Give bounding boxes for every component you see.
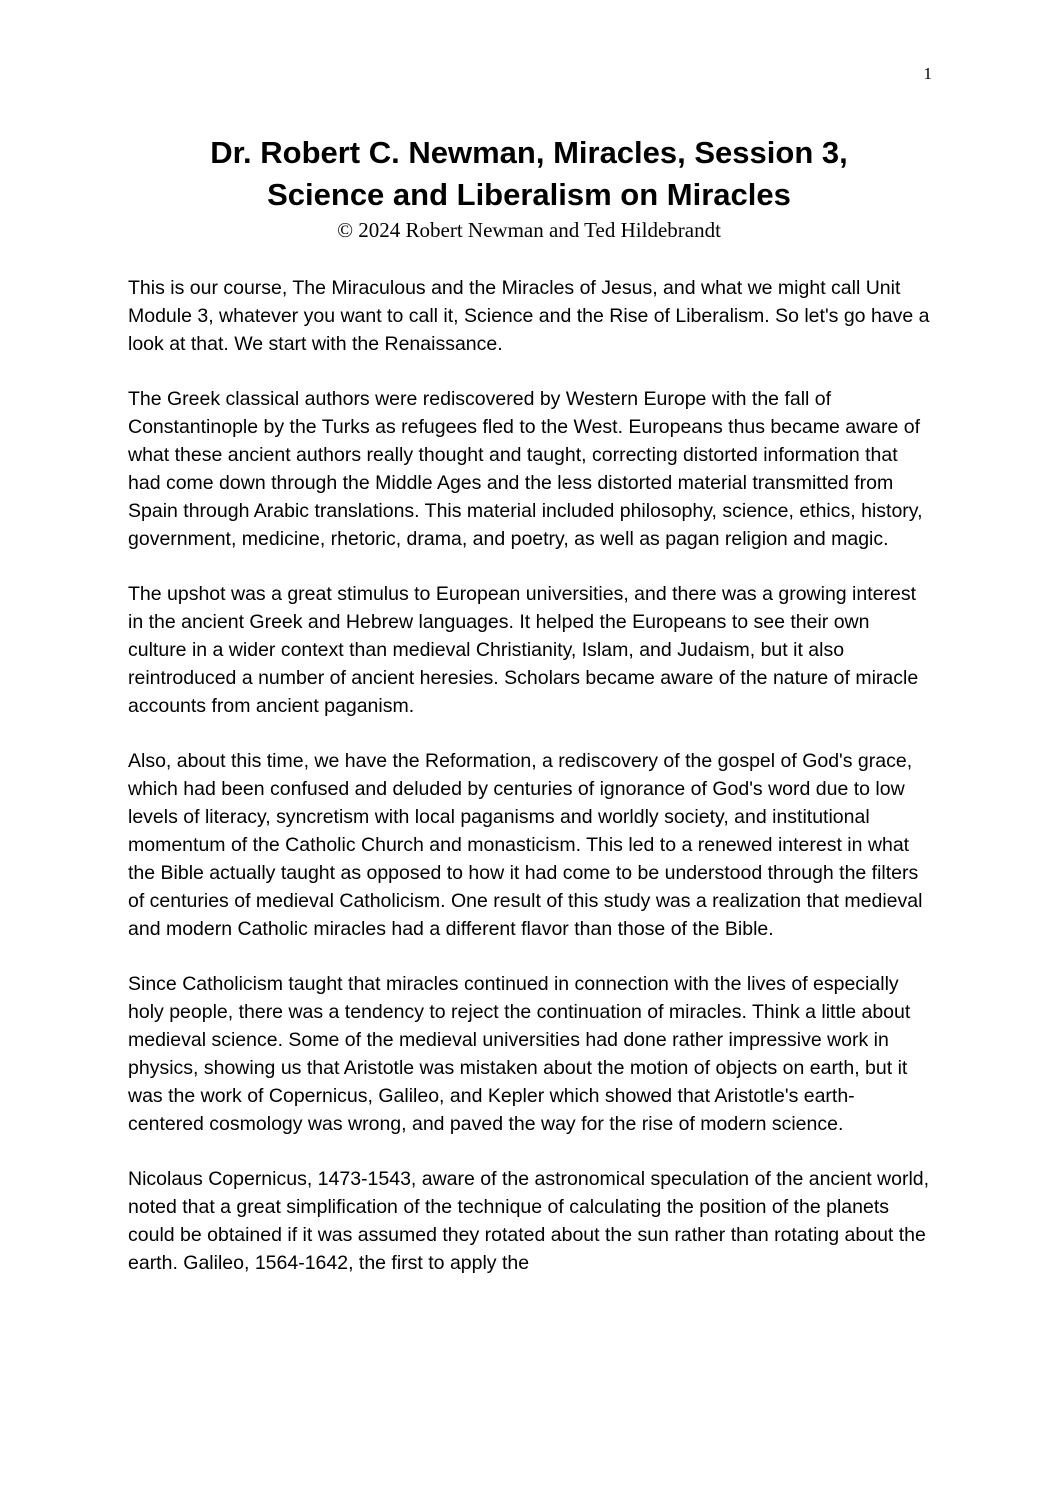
paragraph-2: The Greek classical authors were rediscovered by Western Europe with the fall of Constantinople by the Turks as refugees fled to the West. Europeans thus became aware of what these ancient authors really thought and taught, correcting distorted information that had come down through the Middle Ages and the less distorted material transmitted from Spain through Arabic translations. This material included philosophy, science, ethics, history, government, medicine, rhetoric, drama, and poetry, as well as pagan religion and magic.: [128, 388, 923, 550]
page-number: 1: [923, 64, 932, 83]
copyright-notice: © 2024 Robert Newman and Ted Hildebrandt: [337, 218, 721, 242]
paragraph-3: The upshot was a great stimulus to European universities, and there was a growing interest in the ancient Greek and Hebrew languages. It helped the Europeans to see their own culture in a wider context than medieval Christianity, Islam, and Judaism, but it also reintroduced a number of ancient heresies. Scholars became aware of the nature of miracle accounts from ancient paganism.: [128, 583, 919, 717]
paragraph-5: Since Catholicism taught that miracles continued in connection with the lives of especially holy people, there was a tendency to reject the continuation of miracles. Think a little about medieval science. Some of the medieval universities had done rather impressive work in physics, showing us that Aristotle was mistaken about the motion of objects on earth, but it was the work of Copernicus, Galileo, and Kepler which showed that Aristotle's earth-centered cosmology was wrong, and paved the way for the rise of modern science.: [128, 973, 911, 1135]
paragraph-1: This is our course, The Miraculous and the Miracles of Jesus, and what we might call Unit Module 3, whatever you want to call it, Science and the Rise of Liberalism. So let's go have a look at that. We start with the Renaissance.: [128, 277, 930, 355]
paragraph-4: Also, about this time, we have the Reformation, a rediscovery of the gospel of God's grace, which had been confused and deluded by centuries of ignorance of God's word due to low levels of literacy, syncretism with local paganisms and worldly society, and institutional momentum of the Catholic Church and monasticism. This led to a renewed interest in what the Bible actually taught as opposed to how it had come to be understood through the filters of centuries of medieval Catholicism. One result of this study was a realization that medieval and modern Catholic miracles had a different flavor than those of the Bible.: [128, 750, 923, 940]
paragraph-6: Nicolaus Copernicus, 1473-1543, aware of the astronomical speculation of the ancient world, noted that a great simplification of the technique of calculating the position of the planets could be obtained if it was assumed they rotated about the sun rather than rotating about the earth. Galileo, 1564-1642, the first to apply the: [128, 1168, 930, 1274]
document-title-line-2: Science and Liberalism on Miracles: [267, 177, 791, 212]
document-title-line-1: Dr. Robert C. Newman, Miracles, Session 3,: [210, 135, 848, 170]
body-text: [128, 274, 930, 1304]
title-block: [128, 132, 930, 242]
